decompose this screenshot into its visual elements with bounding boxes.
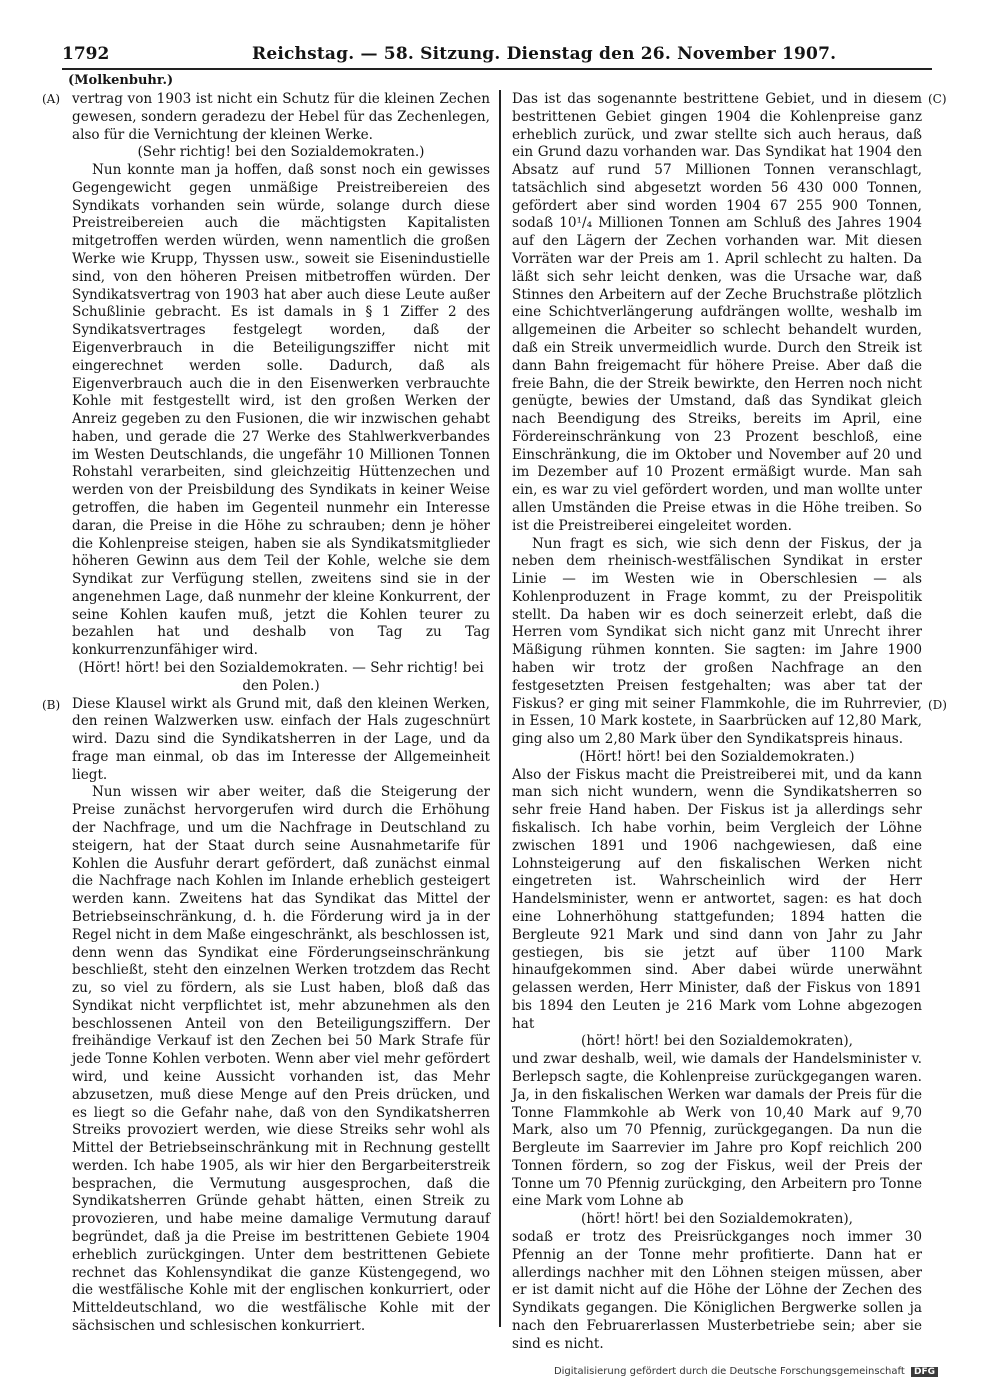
interjection: (Sehr richtig! bei den Sozialdemokraten.) (137, 144, 425, 161)
interjection: (Hört! hört! bei den Sozialdemokraten.) (579, 748, 855, 765)
speaker-name: (Molkenbuhr.) (68, 73, 174, 88)
running-title: Reichstag. — 58. Sitzung. Dienstag den 26. November 1907. (252, 44, 837, 64)
column-divider (499, 90, 501, 1327)
interjection: (hört! hört! bei den Sozialdemokraten), (581, 1033, 853, 1050)
footer-credit (554, 1366, 938, 1377)
paragraph: Nun konnte man ja hoffen, daß sonst noch ein gewisses Gegengewicht gegen unmäßige Preistreibereien des Syndikats vorhanden sein würde, solange durch diese Preistreibereien auch die mächtigsten Kapitalisten mitgetroffen werden würden, wenn namentlich die großen Werke wie Krupp, Thyssen usw., soweit sie Eisenindustielle sind, von den höheren Preisen mitbetroffen würden. Der Syndikatsvertrag von 1903 hat aber auch diese Leute außer Schußlinie gebracht. Es ist damals in § 1 Ziffer 2 des Syndikatsvertrages festgelegt worden, daß der Eigenverbrauch in die Beteiligungsziffer nicht mit eingerechnet werden solle. Dadurch, daß als Eigenverbrauch auch die in den Eisenwerken verbrauchte Kohle mit festgestellt wird, ist den großen Werken der Anreiz gegeben zu den Fusionen, die wir inzwischen gehabt haben, und gerade die 27 Werke des Stahlwerkverbandes im Westen Deutschlands, die ungefähr 10 Millionen Tonnen Rohstahl verarbeiten, sind gleichzeitig Hüttenzechen und werden von der Preisbildung des Syndikats in keiner Weise getroffen, die haben im Gegenteil nunmehr ein Interesse daran, die Preise in die Höhe zu schrauben; denn je höher die Kohlenpreise steigen, haben sie als Syndikatsmitglieder höheren Gewinn aus dem Teil der Kohle, welche sie dem Syndikat zur Verfügung stellen, zweitens sind sie in der angenehmen Lage, daß nunmehr der kleine Konkurrent, der seine Kohlen kaufen muß, jetzt die Kohlen teurer zu bezahlen hat und deshalb von Tag zu Tag konkurrenzunfähiger wird. (72, 162, 490, 659)
paragraph: Nun wissen wir aber weiter, daß die Steigerung der Preise zunächst hervorgerufen wird durch die Erhöhung der Nachfrage, und um die Nachfrage in Deutschland zu steigern, hat der Staat durch seine Ausnahmetarife für Kohlen die Ausfuhr derart gefördert, daß zunächst einmal die Nachfrage nach Kohlen im Inlande erheblich gesteigert werden kann. Zweitens hat das Syndikat das Mittel der Betriebseinschränkung, d. h. die Förderung wird ja in der Regel nicht in dem Maße eingeschränkt, als beschlossen ist, denn wenn das Syndikat eine Förderungseinschränkung beschließt, steht den einzelnen Werken trotzdem das Recht zu, so viel zu fördern, als sie Lust haben, bloß daß das Syndikat nicht verpflichtet ist, mehr abzunehmen als den beschlossenen Anteil von den Beteiligungsziffern. Der freihändige Verkauf ist den Zechen bei 50 Mark Strafe für jede Tonne Kohlen verboten. Wenn aber viel mehr gefördert wird, und keine Aussicht vorhanden ist, das Mehr abzusetzen, muß diese Menge auf den Preis drücken, und es liegt so die Gefahr nahe, daß von den Syndikatsherren Streiks provoziert werden, wie diese Streiks sehr wohl als Mittel der Betriebseinschränkung mit in Rechnung gestellt werden. Ich habe 1905, als wir hier den Bergarbeiterstreik besprachen, die Vermutung ausgesprochen, daß die Syndikatsherren Gründe gehabt hätten, einen Streik zu provozieren, und habe meine damalige Vermutung darauf begründet, daß ja die Preise im bestrittenen Gebiete 1904 erheblich zurückgingen. Unter dem bestrittenen Gebiete rechnet das Kohlensyndikat die ganze Küstengegend, wo die westfälische Kohle mit der englischen konkurriert, oder Mitteldeutschland, wo die westfälische Kohle mit der sächsischen und schlesischen konkurriert. (72, 784, 490, 1334)
interjection: (Hört! hört! bei den Sozialdemokraten. — Sehr richtig! bei den Polen.) (78, 660, 484, 694)
paragraph: und zwar deshalb, weil, wie damals der Handelsminister v. Berlepsch sagte, die Kohlenpreise zurückgegangen waren. Ja, in den fiskalischen Werken war damals der Preis für die Tonne Flammkohle ab Werk von 10,40 Mark auf 9,70 Mark, also um 70 Pfennig, zurückgegangen. Da nun die Bergleute im Saarrevier im Jahre pro Kopf reichlich 200 Tonnen fördern, so zog der Fiskus, weil der Preis der Tonne um 70 Pfennig zurückging, den Arbeitern pro Tonne eine Mark vom Lohne ab (512, 1051, 922, 1210)
margin-mark-a: (A) (42, 92, 61, 106)
right-column (512, 91, 922, 1353)
interjection: (hört! hört! bei den Sozialdemokraten), (581, 1211, 853, 1228)
margin-mark-d: (D) (928, 698, 947, 712)
paragraph: Diese Klausel wirkt als Grund mit, daß den kleinen Werken, den reinen Walzwerken usw. einfach der Hals zugeschnürt wird. Dazu sind die Syndikatsherren in der Lage, und da frage man einmal, ob das im Interesse der Allgemeinheit liegt. (72, 695, 490, 783)
page-header (62, 42, 932, 70)
paragraph: Nun fragt es sich, wie sich denn der Fiskus, der ja neben dem rheinisch-westfälischen Syndikat in erster Linie — im Westen wie in Oberschlesien — als Kohlenproduzent in Frage kommt, zu der Preispolitik stellt. Da haben wir es doch seinerzeit erlebt, daß die Herren vom Syndikat sich nicht ganz mit Unrecht ihrer Mäßigung rühmen konnten. Sie sagten: im Jahre 1900 haben wir trotz der großen Nachfrage an den festgesetzten Preisen festgehalten; was aber tat der Fiskus? er ging mit seiner Flammkohle, die im Ruhrrevier, in Essen, 10 Mark kostete, in Saarbrücken auf 12,80 Mark, ging also um 2,80 Mark über den Syndikatspreis hinaus. (512, 535, 922, 748)
paragraph: Also der Fiskus macht die Preistreiberei mit, und da kann man sich nicht wundern, wenn die Syndikatsherren so sehr freie Hand haben. Der Fiskus ist ja allerdings sehr fiskalisch. Ich habe vorhin, beim Vergleich der Löhne zwischen 1891 und 1906 nachgewiesen, daß eine Lohnsteigerung auf den fiskalischen Werken nicht eingetreten ist. Wahrscheinlich wird der Herr Handelsminister, wenn er antwortet, sagen: es hat doch eine Lohnerhöhung stattgefunden; 1894 hatten die Bergleute 921 Mark und sind dann von Jahr zu Jahr gestiegen, bis sie jetzt auf über 1100 Mark hinaufgekommen sind. Aber dabei würde unerwähnt gelassen werden, Herr Minister, daß der Fiskus von 1891 bis 1894 den Leuten je 216 Mark vom Lohne abgezogen hat (512, 766, 922, 1032)
dfg-logo: DFG (911, 1367, 938, 1377)
paragraph: vertrag von 1903 ist nicht ein Schutz für die kleinen Zechen gewesen, sondern geradezu der Hebel für das Zechenlegen, also für die Vernichtung der kleinen Werke. (72, 91, 490, 143)
paragraph: Das ist das sogenannte bestrittene Gebiet, und in diesem bestrittenen Gebiet gingen 1904 die Kohlenpreise ganz erheblich zurück, und zwar stellte sich auch heraus, daß ein Grund dazu vorhanden war. Das Syndikat hat 1904 den Absatz auf rund 57 Millionen Tonnen veranschlagt, tatsächlich sind abgesetzt worden 56 430 000 Tonnen, gefördert aber sind worden 1904 67 255 900 Tonnen, sodaß 10¹/₄ Millionen Tonnen am Schluß des Jahres 1904 auf den Lägern der Zechen vorhanden war. Mit diesen Vorräten war der Preis am 1. April schlecht zu halten. Da läßt sich sehr leicht denken, was die Ursache war, daß Stinnes den Arbeitern auf der Zeche Bruchstraße plötzlich eine Schichtverlängerung aufdrängen wollte, weshalb im allgemeinen die Arbeiter so schlecht behandelt wurden, daß ein Streik unvermeidlich wurde. Durch den Streik ist dann Bahn freigemacht für höhere Preise. Aber daß die freie Bahn, die der Streik bewirkte, den Herren noch nicht genügte, bewies der Umstand, daß das Syndikat gleich nach Beendigung des Streiks, bereits im April, eine Fördereinschränkung von 23 Prozent beschloß, eine Einschränkung, die im Oktober und November auf 20 und im Dezember auf 10 Prozent ermäßigt wurde. Man sah ein, es war zu viel gefördert worden, und man wollte unter allen Umständen die Preise etwas in die Höhe treiben. So ist die Preistreiberei eingeleitet worden. (512, 91, 922, 534)
margin-mark-c: (C) (928, 92, 947, 106)
left-column (72, 91, 490, 1336)
page-number: 1792 (62, 44, 110, 64)
margin-mark-b: (B) (42, 698, 61, 712)
paragraph: sodaß er trotz des Preisrückganges noch immer 30 Pfennig an der Tonne mehr profitierte. Dann hat er allerdings nachher mit den Löhnen steigen müssen, aber er ist damit nicht auf die Höhe der Löhne der Zechen des Syndikats gegangen. Die Königlichen Bergwerke sollen ja nach den Februarerlassen Musterbetriebe sein; aber sie sind es nicht. (512, 1229, 922, 1352)
footer-text: Digitalisierung gefördert durch die Deutsche Forschungsgemeinschaft (553, 1366, 905, 1377)
